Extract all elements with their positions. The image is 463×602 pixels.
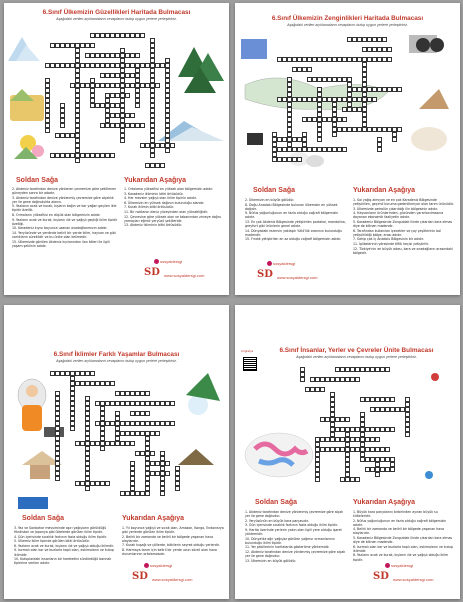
- clue-item: 11. Yer şekillerinin haritalarda gösterilme yöntemidir.: [245, 545, 330, 550]
- clue-item: 15. Fındık yetiştirilen en az olduğu coğrafi bölgemizin adıdır.: [245, 237, 342, 242]
- clue-item: 6. Ülkemizin en yüksek dağının bulunduğu alandır.: [124, 200, 205, 205]
- grid-cell[interactable]: [150, 451, 155, 456]
- brand-handle: sosyaldersgi: [273, 261, 296, 266]
- grid-cell[interactable]: [165, 461, 170, 466]
- grid-cell[interactable]: [75, 148, 80, 153]
- sheet-subtitle: Aşağıdaki verilen açıklamaların cevaplarını bulup uygun yerlere yerleştiriniz.: [287, 23, 408, 27]
- grid-cell[interactable]: [342, 147, 347, 152]
- sheet-subtitle: Aşağıdaki verilen açıklamaların cevaplarını bulup uygun yerlere yerleştiriniz.: [56, 17, 177, 21]
- sheet-title: 6.Sınıf Ülkemizin Güzellikleri Haritada Bulmacası: [42, 9, 191, 16]
- left-clues: [245, 198, 347, 242]
- grid-cell[interactable]: [165, 148, 170, 153]
- clue-item: 2. Nüfus yoğunluğunun en fazla olduğu coğrafi bölgemizin adıdır.: [353, 518, 447, 527]
- clue-item: 4. Belirli bir zamanda ve belirli bir bölgede yaşanan hava olaylarıdır.: [353, 527, 445, 536]
- clue-item: 3. Yaz ve Sonbahar mevsiminde aşırı yağışların görüldüğü Hindistan ve Japonya gibi ülkelerde görülen iklim tipidir.: [14, 526, 107, 535]
- left-heading: Soldan Sağa: [253, 187, 296, 194]
- grid-cell[interactable]: [347, 102, 352, 107]
- grid-cell[interactable]: [100, 416, 105, 421]
- grid-cell[interactable]: [85, 436, 90, 441]
- sd-logo: SD: [144, 267, 160, 278]
- clue-item: 13. Akdeniz ikliminin bitki örtüsüdür.: [124, 223, 183, 228]
- grid-cell[interactable]: [160, 466, 165, 471]
- grid-cell[interactable]: [170, 401, 175, 406]
- sd-logo: SD: [132, 571, 148, 582]
- grid-cell[interactable]: [317, 137, 322, 142]
- grid-cell[interactable]: [150, 138, 155, 143]
- grid-cell[interactable]: [272, 132, 277, 137]
- clue-item: 3. Ülkemizde petrolün çıkarıldığı ilin bölgesinin adıdır.: [353, 206, 439, 211]
- grid-cell[interactable]: [140, 33, 145, 38]
- grid-cell[interactable]: [135, 53, 140, 58]
- grid-cell[interactable]: [355, 477, 360, 482]
- grid-cell[interactable]: [120, 118, 125, 123]
- grid-cell[interactable]: [145, 391, 150, 396]
- sd-logo: SD: [257, 269, 273, 280]
- sheet-subtitle: Aşağıdaki verilen açıklamaların cevaplarını bulup uygun yerlere yerleştiriniz.: [56, 359, 177, 363]
- clue-item: 8. Harmaya tarım için belirli bir yerde uzun süreli olan hava durumlarının ortalamasıdır.: [122, 547, 217, 557]
- sheet-subtitle: Aşağıdaki verilen açıklamaların cevaplarını bulup uygun yerlere yerleştiriniz.: [296, 355, 417, 359]
- right-heading: Yukarıdan Aşağıya: [122, 515, 184, 522]
- grid-cell[interactable]: [165, 138, 170, 143]
- clue-item: 7. Sahip çok İç Anadolu Bölgesinin bir adıdır.: [353, 237, 424, 242]
- grid-cell[interactable]: [397, 87, 402, 92]
- grid-cell[interactable]: [345, 472, 350, 477]
- grid-cell[interactable]: [135, 78, 140, 83]
- clue-item: 13. En çok Akdeniz Bölgesinde yetiştirilen portakal, mandalina, greyfurt gibi ürünlerin genel adıdır.: [245, 219, 346, 229]
- grid-cell[interactable]: [120, 48, 125, 53]
- grid-cell[interactable]: [360, 452, 365, 457]
- clue-item: 8. Ormaların yükseltisi en düşük olan bölgemizin adıdır.: [12, 213, 101, 218]
- grid-cell[interactable]: [75, 158, 80, 163]
- clue-item: 3. Karadeniz ikliminin bitki örtüsüdür.: [124, 191, 184, 196]
- grid-cell[interactable]: [150, 153, 155, 158]
- clue-item: 2. Yeryüzünün en büyük kara parçasıdır.: [245, 518, 309, 523]
- clue-item: 3. Gün içerisinde sıcaklık farkının fazla olduğu iklim tipidir.: [245, 523, 338, 528]
- grid-cell[interactable]: [155, 83, 160, 88]
- social-brand: [154, 259, 182, 264]
- instagram-icon: [144, 563, 149, 568]
- clue-item: 2. Belirli bir zamanda ve belirli bir bölgede yaşanan hava olaylarıdır.: [122, 534, 214, 543]
- grid-cell[interactable]: [332, 132, 337, 137]
- site-url: www.sosyaldersgi.com: [164, 273, 205, 278]
- grid-cell[interactable]: [302, 142, 307, 147]
- grid-cell[interactable]: [125, 93, 130, 98]
- grid-cell[interactable]: [287, 92, 292, 97]
- grid-cell[interactable]: [115, 436, 120, 441]
- clue-item: 6. Tarafından kullanılan içecekler ve çay çeşitlerinin bol yetiştirildiği bölge, arası adıdır.: [353, 228, 442, 237]
- grid-cell[interactable]: [345, 442, 350, 447]
- clue-item: 12. Çevresine göre yüksek olan ve tabanından zirveye doğru yamaçları eğimli yeryüzü şekilleridir.: [124, 214, 222, 223]
- brand-handle: sosyaldersgi: [150, 563, 173, 568]
- grid-cell[interactable]: [385, 447, 390, 452]
- grid-cell[interactable]: [85, 476, 90, 481]
- grid-cell[interactable]: [385, 367, 390, 372]
- grid-cell[interactable]: [345, 417, 350, 422]
- right-heading: Yukarıdan Aşağıya: [353, 499, 415, 506]
- grid-cell[interactable]: [100, 446, 105, 451]
- site-url: www.sosyaldersgi.com: [152, 577, 193, 582]
- clue-item: 3. Akdeniz tarafından denize yönlenmiş çevremize göre alçaklık yer ile gene doğrudukta alanın.: [12, 195, 114, 204]
- grid-cell[interactable]: [165, 471, 170, 476]
- clue-item: 5. Yazlanın ocak ve kurak, kışların bağın ve kar yağan geçilen ikle tipidir özellik.: [12, 204, 117, 213]
- grid-cell[interactable]: [90, 43, 95, 48]
- grid-cell[interactable]: [330, 422, 335, 427]
- grid-cell[interactable]: [145, 456, 150, 461]
- right-heading: Yukarıdan Aşağıya: [353, 187, 415, 194]
- grid-cell[interactable]: [85, 486, 90, 491]
- grid-cell[interactable]: [120, 78, 125, 83]
- grid-cell[interactable]: [60, 123, 65, 128]
- sheet-title: 6.Sınıf İnsanlar, Yerler ve Çevreler Ünite Bulmacası: [279, 347, 434, 354]
- clue-item: 15. Ülkemizde görülen Akdeniz kıyılarından ilan köleri ile ilgili yaşam şeklinin adıdır.: [12, 239, 110, 248]
- grid-cell[interactable]: [150, 58, 155, 63]
- grid-cell[interactable]: [90, 98, 95, 103]
- clue-item: 2. Ülkemizin en büyük gölüdür.: [245, 198, 295, 202]
- grid-cell[interactable]: [272, 142, 277, 147]
- grid-cell[interactable]: [387, 57, 392, 62]
- clue-item: 9. Nüfus yoğunluğunun en fazla olduğu coğrafi bölgemizin adıdır.: [245, 211, 339, 220]
- grid-cell[interactable]: [362, 82, 367, 87]
- grid-cell[interactable]: [360, 432, 365, 437]
- grid-cell[interactable]: [392, 137, 397, 142]
- grid-cell[interactable]: [375, 437, 380, 442]
- grid-cell[interactable]: [170, 143, 175, 148]
- grid-cell[interactable]: [90, 371, 95, 376]
- grid-cell[interactable]: [387, 47, 392, 52]
- site-url: www.sosyaldersgi.com: [393, 577, 434, 582]
- grid-cell[interactable]: [405, 402, 410, 407]
- clue-item: 7. Kurak kuşağı ve çöllerde, bitkilerin seyrek olduğu yerlerdir.: [122, 543, 220, 548]
- right-clues: [353, 198, 455, 255]
- clue-item: 6. Isırmalı olan kar ve buzlarla kaplı olan, eskimoların ve kutup iklimidir.: [353, 544, 453, 553]
- right-clues: [353, 510, 455, 562]
- clue-item: 7. Kurak iklimin bitki örtüsüdür.: [124, 205, 174, 210]
- corner-label: Coğrafya: [241, 349, 254, 353]
- grid-cell[interactable]: [160, 456, 165, 461]
- clue-item: 9. Yazların ocak ve kurak, kışların ılık ve yağışlı geçtiği iklim tipidir özelliği.: [12, 217, 118, 226]
- clue-item: 5. Karadeniz Bölgesinde Zonguldak ilinde çıkarılan kara elmas diye de bilinen madendir.: [353, 536, 453, 545]
- grid-cell[interactable]: [75, 78, 80, 83]
- sheet-title: 6.Sınıf Ülkemizin Zenginlikleri Haritada Bulmacası: [271, 15, 424, 22]
- clue-item: 1. Büyük kara parçalarını birbirinden ayıran büyük su kütleleridir.: [353, 510, 438, 519]
- grid-cell[interactable]: [145, 491, 150, 496]
- sheet-2: [235, 3, 460, 295]
- social-brand: [267, 261, 295, 266]
- grid-cell[interactable]: [347, 92, 352, 97]
- grid-cell[interactable]: [300, 377, 305, 382]
- grid-cell[interactable]: [372, 97, 377, 102]
- grid-cell[interactable]: [135, 103, 140, 108]
- grid-cell[interactable]: [120, 88, 125, 93]
- grid-cell[interactable]: [175, 486, 180, 491]
- grid-cell[interactable]: [110, 153, 115, 158]
- grid-cell[interactable]: [145, 486, 150, 491]
- grid-cell[interactable]: [332, 122, 337, 127]
- grid-cell[interactable]: [100, 436, 105, 441]
- grid-cell[interactable]: [120, 68, 125, 73]
- clue-item: 13. Ülkemizin en büyük gölüdür.: [245, 558, 297, 563]
- grid-cell[interactable]: [375, 462, 380, 467]
- sd-logo: SD: [373, 571, 389, 582]
- grid-cell[interactable]: [70, 426, 75, 431]
- instagram-icon: [385, 563, 390, 568]
- grid-cell[interactable]: [342, 117, 347, 122]
- clue-item: 14. Dünyadaki rezervin yaklaşık %64'lük oranının bulunduğu madendir.: [245, 228, 342, 237]
- grid-cell[interactable]: [115, 426, 120, 431]
- grid-cell[interactable]: [307, 67, 312, 72]
- grid-cell[interactable]: [355, 377, 360, 382]
- grid-cell[interactable]: [145, 411, 150, 416]
- grid-cell[interactable]: [75, 128, 80, 133]
- clue-item: 11. Bir noktanın deniz yüzeyinden olan yüksekliğidir.: [124, 209, 209, 214]
- grid-cell[interactable]: [362, 122, 367, 127]
- left-clues: [245, 510, 349, 563]
- left-clues: [12, 187, 118, 248]
- grid-cell[interactable]: [317, 112, 322, 117]
- left-heading: Soldan Sağa: [16, 177, 59, 184]
- grid-cell[interactable]: [320, 387, 325, 392]
- grid-cell[interactable]: [390, 467, 395, 472]
- grid-cell[interactable]: [170, 421, 175, 426]
- right-heading: Yukarıdan Aşağıya: [124, 177, 186, 184]
- instagram-icon: [267, 261, 272, 266]
- grid-cell[interactable]: [150, 78, 155, 83]
- grid-cell[interactable]: [332, 112, 337, 117]
- grid-cell[interactable]: [362, 92, 367, 97]
- social-brand: [385, 563, 413, 568]
- grid-cell[interactable]: [377, 147, 382, 152]
- clue-item: 4. Her mevsim yağışlı olan iklim tipinin adıdır.: [124, 196, 197, 201]
- grid-cell[interactable]: [272, 157, 277, 162]
- grid-cell[interactable]: [160, 163, 165, 168]
- grid-cell[interactable]: [110, 381, 115, 386]
- grid-cell[interactable]: [120, 108, 125, 113]
- clue-item: 11. İplikelerinin yöresinde tiftik keçisi yetiştirilir.: [353, 241, 429, 246]
- clue-item: 2. Akdeniz tarafından denize yönlenen çevremize göre şekillenen güneyden sonra bir adadır.: [12, 187, 117, 196]
- grid-cell[interactable]: [375, 472, 380, 477]
- clue-item: 4. Gün içerisinde sıcaklık farkının fazla olduğu iklim tipidir.: [14, 534, 107, 539]
- grid-cell[interactable]: [135, 68, 140, 73]
- grid-cell[interactable]: [120, 98, 125, 103]
- grid-cell[interactable]: [330, 432, 335, 437]
- clue-item: 12. Akdeniz tarafından denize yönlenmiş çevremize göre alçak yer ile gene doğrudur.: [245, 549, 346, 558]
- grid-cell[interactable]: [302, 132, 307, 137]
- sheet-title: 6.Sınıf İklimler Farklı Yaşamlar Bulmacası: [53, 351, 180, 358]
- grid-cell[interactable]: [315, 477, 320, 482]
- grid-cell[interactable]: [360, 422, 365, 427]
- grid-cell[interactable]: [130, 486, 135, 491]
- grid-cell[interactable]: [382, 37, 387, 42]
- site-url: www.sosyaldersgi.com: [277, 275, 318, 280]
- instagram-icon: [154, 259, 159, 264]
- grid-cell[interactable]: [397, 127, 402, 132]
- clue-item: 1. Yıl boyunca yağışlı ve sıcak olan, Amazon, Kongo, Endonezya gibi yerlerde görülen iklim tipidir.: [122, 526, 224, 535]
- grid-cell[interactable]: [390, 427, 395, 432]
- grid-cell[interactable]: [145, 446, 150, 451]
- sheet-3: [4, 305, 229, 599]
- grid-cell[interactable]: [90, 78, 95, 83]
- grid-cell[interactable]: [390, 397, 395, 402]
- clue-item: 10. Karadeniz kıyısı boyunca uzanan ovadağlarımızın adıdır.: [12, 226, 108, 231]
- grid-cell[interactable]: [317, 92, 322, 97]
- left-heading: Soldan Sağa: [22, 515, 65, 522]
- grid-cell[interactable]: [155, 431, 160, 436]
- clue-item: 1. Ortalama yükseltisi en yüksek olan bölgemizin adıdır.: [124, 187, 214, 191]
- sheet-4: [235, 305, 460, 599]
- grid-cell[interactable]: [130, 113, 135, 118]
- clue-item: 8. Doğu Anadolu Bölgesinde bulunan ülkemizin en yüksek dağıdır.: [245, 202, 338, 211]
- grid-cell[interactable]: [360, 442, 365, 447]
- clue-item: 9. Harita üzerinde yerlerin yakın olan ilgili yere olduğu işaret yöntemidir.: [245, 527, 342, 536]
- clue-item: 12. Türkiye'nin en büyük adası, kara ve sıradağların arasındaki bölgedir.: [353, 246, 453, 255]
- left-heading: Soldan Sağa: [255, 499, 298, 506]
- clue-item: 6. Yazların ocak ve kurak, kışların ılık ve yağışlı olduğu iklimdir.: [14, 543, 115, 548]
- clue-item: 10. Dünya'da ağır yağışlar görülen yağmur ormanlarının bulunduğu iklim tipidir.: [245, 536, 335, 545]
- right-clues: [122, 526, 224, 557]
- grid-cell[interactable]: [55, 476, 60, 481]
- clue-item: 5. Ülkemiz iklim tipinde görülen bitki örtüsüdür.: [14, 539, 90, 544]
- clue-item: 9. Isırmalı olan kar ve buzlarla kaplı olan, eskimoların ve kutup iklimidir.: [14, 548, 114, 557]
- grid-cell[interactable]: [105, 118, 110, 123]
- grid-cell[interactable]: [45, 128, 50, 133]
- grid-cell[interactable]: [297, 157, 302, 162]
- brand-handle: sosyaldersgi: [391, 563, 414, 568]
- grid-cell[interactable]: [140, 123, 145, 128]
- grid-cell[interactable]: [105, 481, 110, 486]
- left-clues: [14, 526, 118, 566]
- clue-item: 10. Kutuplardaki insanların bir hareketini sürdürdüğü barınak tiplerine verilen adıdır.: [14, 557, 112, 566]
- social-brand: [144, 563, 172, 568]
- sheet-1: [4, 3, 229, 295]
- grid-cell[interactable]: [105, 98, 110, 103]
- clue-item: 1. Akdeniz tarafından denize yönlenmiş çevremize göre alçak yer ile gene doğrudur.: [245, 510, 344, 519]
- grid-cell[interactable]: [287, 142, 292, 147]
- grid-cell[interactable]: [405, 432, 410, 437]
- clue-item: 4. Hayvanların ürünlerinden, gücünden yararlanılmasına dayanan ekonomik faaliyetin adıdır.: [353, 211, 444, 220]
- clue-item: 1. Sol yağış almıyan ve en çok Karadeniz Bölgesinde yetiştirilen, geçimli kuruma gedenlikmiyor olan tarım ürünüdür.: [353, 198, 455, 207]
- grid-cell[interactable]: [115, 416, 120, 421]
- grid-cell[interactable]: [75, 58, 80, 63]
- grid-cell[interactable]: [120, 138, 125, 143]
- grid-cell[interactable]: [145, 466, 150, 471]
- grid-cell[interactable]: [130, 441, 135, 446]
- clue-item: 8. Yazların ocak ve kurak, kışların ılık ve yağışlı olduğu iklim tipidir.: [353, 553, 449, 562]
- clue-item: 5. Karadeniz Bölgesinde Zonguldak ilinde çıkarılan kara elmas diye de bilinen madendir.: [353, 219, 453, 229]
- right-clues: [124, 187, 224, 228]
- grid-cell[interactable]: [345, 432, 350, 437]
- grid-cell[interactable]: [287, 132, 292, 137]
- grid-cell[interactable]: [330, 412, 335, 417]
- grid-cell[interactable]: [390, 462, 395, 467]
- brand-handle: sosyaldersgi: [160, 259, 183, 264]
- puzzle-illustration: [8, 23, 225, 173]
- grid-cell[interactable]: [120, 58, 125, 63]
- grid-cell[interactable]: [160, 491, 165, 496]
- clue-item: 14. Yeryüzünde ve yerdinde belirli bir yerde iklim, hayvan ve gibi varlıkların süreklidir ve bu ünite olan kelimedir.: [12, 230, 116, 240]
